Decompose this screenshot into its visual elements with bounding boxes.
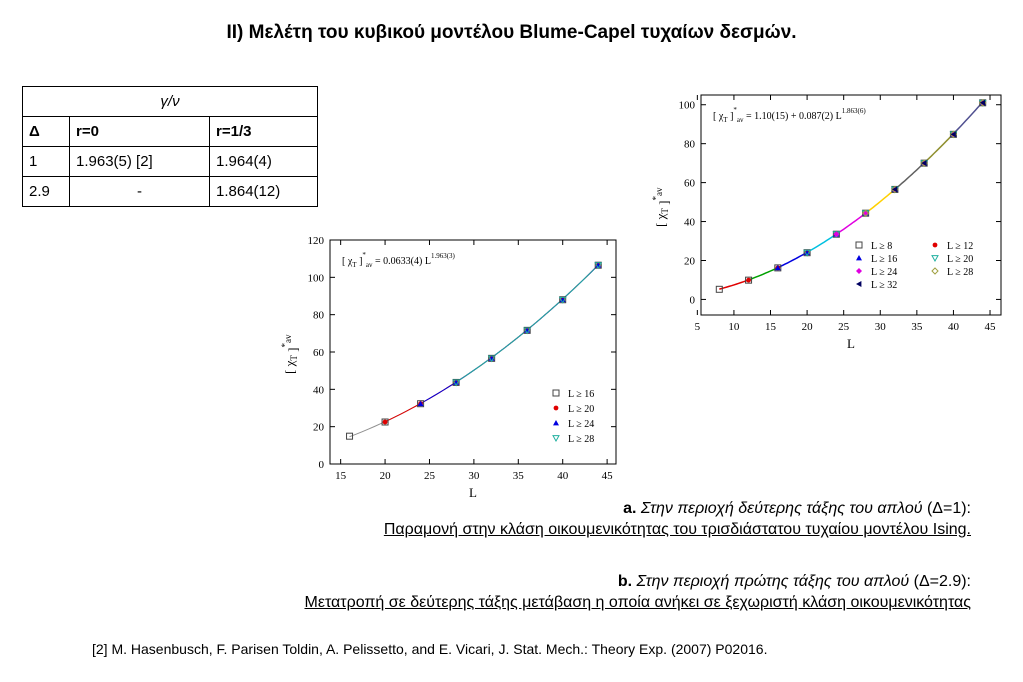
fit-annotation bbox=[342, 251, 456, 269]
y-axis-label-part: av bbox=[654, 187, 664, 197]
fit-curve-segment bbox=[866, 189, 895, 213]
legend-label: L ≥ 16 bbox=[871, 254, 898, 265]
fit-curve-segment bbox=[895, 163, 924, 190]
y-axis-label-part: T bbox=[660, 208, 670, 214]
fit-annotation-part: 1.863(6) bbox=[841, 107, 866, 115]
data-point-marker bbox=[383, 420, 388, 425]
caption-b bbox=[304, 571, 971, 613]
legend-marker bbox=[856, 242, 862, 248]
y-tick-label: 20 bbox=[313, 421, 324, 434]
legend-label: L ≥ 20 bbox=[568, 404, 595, 415]
chart-b-svg bbox=[651, 87, 1011, 362]
table-cell: 2.9 bbox=[23, 177, 70, 207]
fit-annotation-part: T bbox=[723, 116, 728, 124]
legend-marker bbox=[933, 243, 938, 248]
x-tick-label: 20 bbox=[379, 470, 391, 482]
y-axis-label-part: ] bbox=[656, 200, 671, 209]
y-tick-label: 0 bbox=[689, 294, 695, 307]
caption-a bbox=[384, 498, 971, 540]
data-point bbox=[595, 262, 601, 268]
table-header-row bbox=[23, 87, 318, 117]
caption-b-line1 bbox=[304, 571, 971, 592]
fit-curve-segment bbox=[749, 268, 778, 280]
fit-annotation-part: av bbox=[736, 116, 744, 124]
y-axis-label-part: ] bbox=[285, 347, 300, 356]
y-tick-label: 60 bbox=[313, 347, 324, 359]
fit-annotation-part: = 1.10(15) + 0.087(2) L bbox=[743, 111, 842, 122]
legend-marker bbox=[553, 390, 559, 396]
x-tick-label: 25 bbox=[423, 470, 435, 482]
caption-a-italic: Στην περιοχή δεύτερης τάξης του απλού bbox=[640, 500, 923, 517]
column-r13: r=1/3 bbox=[210, 117, 318, 147]
y-axis-label-part: [ χ bbox=[282, 360, 297, 374]
data-point-marker bbox=[746, 278, 751, 283]
column-r0: r=0 bbox=[70, 117, 210, 147]
fit-annotation-part: av bbox=[365, 261, 373, 269]
y-tick-label: 120 bbox=[307, 235, 324, 247]
x-tick-label: 25 bbox=[838, 321, 850, 333]
data-point bbox=[775, 265, 781, 271]
y-tick-label: 40 bbox=[313, 384, 324, 397]
x-tick-label: 30 bbox=[874, 321, 886, 333]
fit-annotation-part: = 0.0633(4) L bbox=[372, 256, 431, 267]
data-point bbox=[746, 277, 752, 283]
x-tick-label: 45 bbox=[601, 470, 613, 482]
legend-label: L ≥ 20 bbox=[947, 254, 974, 265]
y-axis-label bbox=[280, 334, 300, 374]
fit-curve bbox=[456, 265, 598, 382]
fit-annotation-part: 1.963(3) bbox=[430, 252, 455, 260]
x-tick-label: 35 bbox=[512, 470, 524, 482]
plot-frame bbox=[330, 240, 616, 464]
y-axis-label-text bbox=[651, 187, 671, 227]
x-tick-label: 15 bbox=[765, 321, 777, 333]
data-point bbox=[418, 401, 424, 407]
data-point bbox=[950, 131, 956, 137]
legend-marker bbox=[856, 255, 862, 260]
legend-marker bbox=[856, 281, 861, 287]
data-point bbox=[524, 327, 530, 333]
fit-annotation-part: T bbox=[352, 261, 357, 269]
x-tick-label: 40 bbox=[557, 470, 569, 482]
data-point bbox=[804, 250, 810, 256]
y-tick-label: 20 bbox=[684, 255, 695, 268]
legend bbox=[856, 241, 973, 291]
y-axis-label-text bbox=[280, 334, 300, 374]
legend bbox=[553, 389, 594, 445]
fit-curve-segment bbox=[807, 234, 836, 252]
fit-annotation-part: ] bbox=[727, 111, 734, 122]
fit-curve bbox=[350, 265, 599, 437]
chart-a bbox=[278, 228, 623, 508]
legend-label: L ≥ 32 bbox=[871, 280, 898, 291]
data-point bbox=[892, 186, 898, 192]
fit-annotation bbox=[713, 106, 866, 124]
slide-title: II) Μελέτη του κυβικού μοντέλου Blume-Capel τυχαίων δεσμών. bbox=[226, 22, 797, 43]
table-cell: 1 bbox=[23, 147, 70, 177]
caption-b-value: (Δ=2.9): bbox=[913, 573, 971, 590]
legend-marker bbox=[554, 406, 559, 411]
fit-annotation-part: * bbox=[733, 106, 737, 114]
caption-a-result: Παραμονή στην κλάση οικουμενικότητας του τρισδιάστατου τυχαίου μοντέλου Ising. bbox=[383, 521, 971, 538]
x-axis-label: L bbox=[469, 485, 477, 500]
y-tick-label: 100 bbox=[678, 99, 695, 112]
x-tick-label: 40 bbox=[947, 321, 959, 333]
y-axis-label-part: * bbox=[280, 343, 290, 348]
legend-marker bbox=[932, 256, 938, 261]
fit-curve-segment bbox=[719, 280, 748, 289]
data-point bbox=[833, 231, 839, 237]
y-tick-label: 100 bbox=[307, 272, 324, 285]
caption-b-italic: Στην περιοχή πρώτης τάξης του απλού bbox=[636, 573, 910, 590]
fit-annotation-part: ] bbox=[356, 256, 363, 267]
table-cell: 1.864(12) bbox=[210, 177, 318, 207]
fit-curve-segment bbox=[778, 252, 807, 267]
data-point bbox=[980, 100, 986, 106]
data-point bbox=[382, 419, 388, 425]
y-tick-label: 80 bbox=[684, 138, 695, 151]
y-tick-label: 80 bbox=[313, 309, 324, 322]
caption-a-value: (Δ=1): bbox=[926, 500, 971, 517]
table-cell: 1.963(5) [2] bbox=[70, 147, 210, 177]
chart-b bbox=[651, 87, 1011, 362]
legend-marker bbox=[856, 268, 862, 274]
legend-label: L ≥ 28 bbox=[568, 434, 595, 445]
legend-label: L ≥ 12 bbox=[947, 241, 974, 252]
x-tick-label: 35 bbox=[911, 321, 923, 333]
caption-a-line1 bbox=[384, 498, 971, 519]
data-point bbox=[453, 379, 459, 385]
fit-annotation-part: [ χ bbox=[342, 256, 353, 267]
x-tick-label: 5 bbox=[694, 321, 701, 333]
caption-b-result: Μετατροπή σε δεύτερης τάξης μετάβαση η οποία ανήκει σε ξεχωριστή κλάση οικουμενικότητας bbox=[304, 594, 971, 611]
data-point bbox=[921, 160, 927, 166]
legend-label: L ≥ 24 bbox=[871, 267, 898, 278]
y-axis-label bbox=[651, 187, 671, 227]
table-row bbox=[23, 177, 318, 207]
x-axis-label: L bbox=[847, 336, 855, 351]
x-tick-label: 20 bbox=[801, 321, 813, 333]
reference: [2] M. Hasenbusch, F. Parisen Toldin, A. Pelissetto, and E. Vicari, J. Stat. Mech.: Theory Exp. (2007) P02016. bbox=[92, 641, 768, 657]
legend-label: L ≥ 24 bbox=[568, 419, 595, 430]
y-tick-label: 0 bbox=[318, 459, 324, 471]
column-delta: Δ bbox=[23, 117, 70, 147]
data-point bbox=[863, 210, 869, 216]
y-tick-label: 60 bbox=[684, 177, 695, 190]
legend-marker bbox=[553, 420, 559, 425]
table-header-gamma-nu: γ/ν bbox=[23, 87, 318, 117]
results-table bbox=[22, 86, 318, 207]
legend-label: L ≥ 16 bbox=[568, 389, 595, 400]
x-tick-label: 15 bbox=[335, 470, 347, 482]
x-tick-label: 30 bbox=[468, 470, 480, 482]
x-tick-label: 10 bbox=[728, 321, 740, 333]
fit-curve-segment bbox=[924, 134, 953, 163]
legend-marker bbox=[932, 268, 938, 274]
table-row bbox=[23, 147, 318, 177]
legend-label: L ≥ 8 bbox=[871, 241, 893, 252]
y-axis-label-part: av bbox=[283, 334, 293, 344]
y-tick-label: 40 bbox=[684, 216, 695, 229]
y-axis-label-part: T bbox=[289, 355, 299, 361]
data-point bbox=[560, 297, 566, 303]
chart-a-svg bbox=[278, 228, 623, 508]
caption-a-lead: a. bbox=[623, 500, 637, 517]
fit-curve-segment bbox=[836, 213, 865, 234]
fit-curve bbox=[421, 265, 599, 403]
table-cell: - bbox=[70, 177, 210, 207]
y-axis-label-part: * bbox=[651, 196, 661, 201]
y-axis-label-part: [ χ bbox=[653, 213, 668, 227]
fit-curve bbox=[385, 265, 598, 422]
x-tick-label: 45 bbox=[984, 321, 996, 333]
table-cell: 1.964(4) bbox=[210, 147, 318, 177]
fit-annotation-part: * bbox=[362, 251, 366, 259]
legend-label: L ≥ 28 bbox=[947, 267, 974, 278]
data-point bbox=[489, 355, 495, 361]
fit-curve-segment bbox=[953, 102, 982, 134]
fit-annotation-part: [ χ bbox=[713, 111, 724, 122]
caption-b-lead: b. bbox=[617, 573, 633, 590]
legend-marker bbox=[553, 436, 559, 441]
table-columns-row bbox=[23, 117, 318, 147]
